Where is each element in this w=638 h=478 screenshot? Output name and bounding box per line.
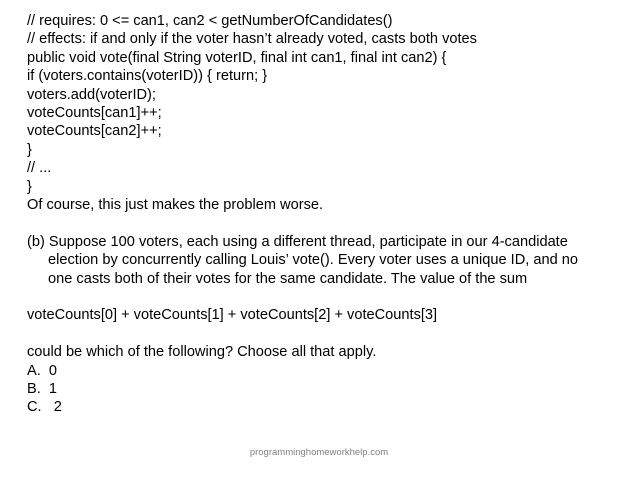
option-b: B. 1 (27, 381, 58, 398)
blank-line (27, 325, 627, 343)
question-first-line: (b) Suppose 100 voters, each using a different thread, participate in our 4-candidate (27, 233, 568, 250)
code-line-7: voteCounts[can2]++; (27, 123, 162, 140)
option-c: C. 2 (27, 399, 62, 416)
question-continuation-1: election by concurrently calling Louis’ vote(). Every voter uses a unique ID, and no (48, 252, 578, 269)
sum-expression: voteCounts[0] + voteCounts[1] + voteCounts[2] + voteCounts[3] (27, 307, 438, 324)
blank-line (27, 288, 627, 306)
code-line-6: voteCounts[can1]++; (27, 105, 162, 122)
question-prompt: could be which of the following? Choose all that apply. (27, 344, 377, 361)
code-line-9: // ... (27, 160, 52, 177)
remark-text: Of course, this just makes the problem worse. (27, 197, 324, 214)
code-line-5: voters.add(voterID); (27, 86, 156, 103)
code-line-2: // effects: if and only if the voter hasn’t already voted, casts both votes (27, 31, 477, 48)
slide-content (27, 12, 627, 417)
code-line-4: if (voters.contains(voterID)) { return; } (27, 68, 268, 85)
blank-line (27, 214, 627, 232)
code-line-3: public void vote(final String voterID, final int can1, final int can2) { (27, 49, 447, 66)
code-line-8: } (27, 141, 32, 158)
code-line-1: // requires: 0 <= can1, can2 < getNumberOfCandidates() (27, 13, 393, 29)
option-a: A. 0 (27, 362, 58, 379)
footer-watermark: programminghomeworkhelp.com (249, 447, 389, 458)
code-line-10: } (27, 178, 32, 195)
question-continuation-2: one casts both of their votes for the same candidate. The value of the sum (48, 270, 528, 287)
